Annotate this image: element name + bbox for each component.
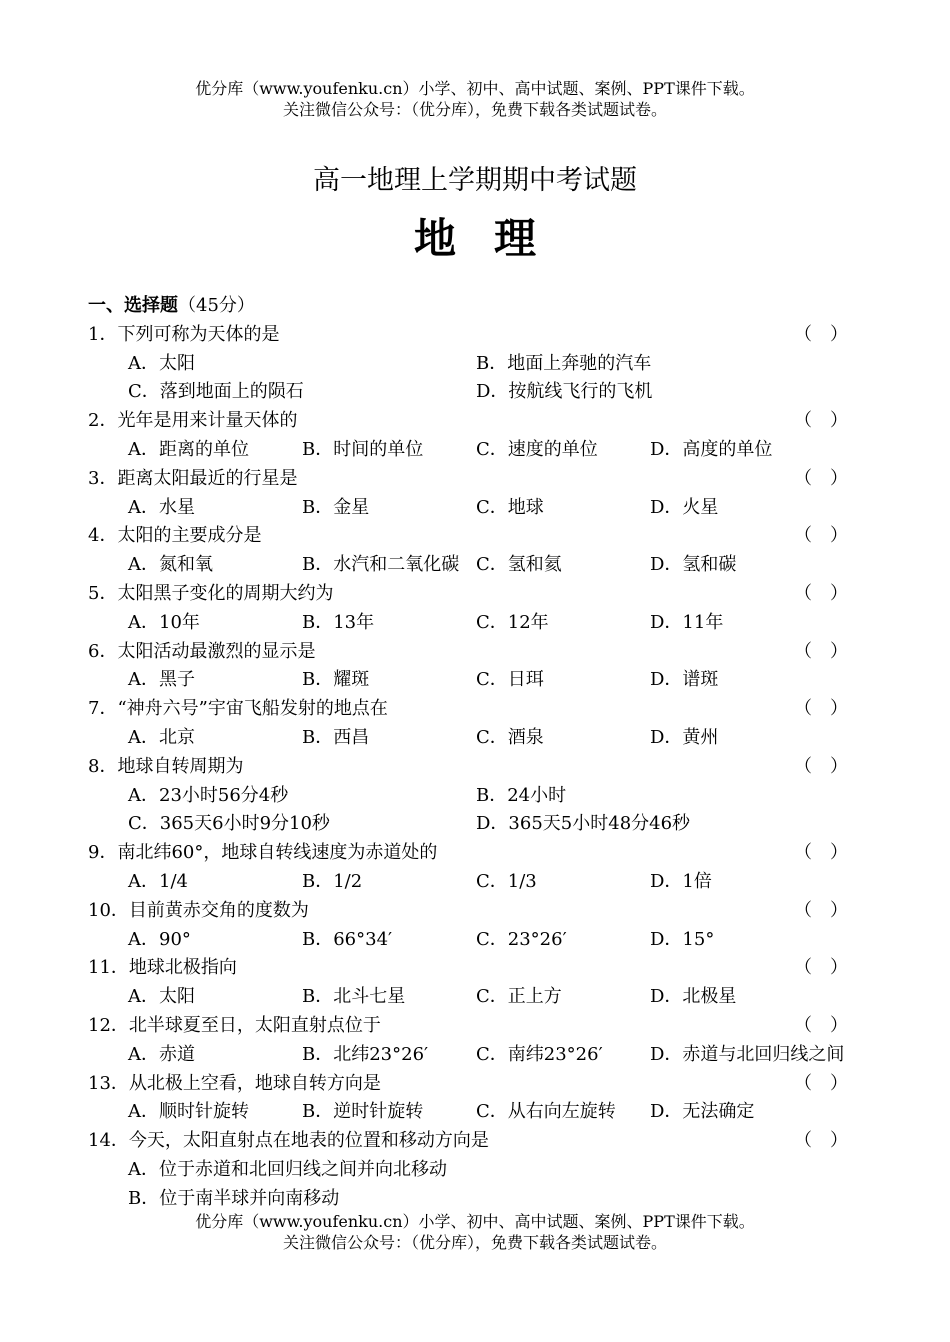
option: C．23°26′ bbox=[476, 928, 567, 950]
question-text: 11．地球北极指向 bbox=[88, 957, 237, 979]
question-stem bbox=[88, 1127, 868, 1156]
answer-parentheses: （ ） bbox=[794, 1130, 848, 1152]
option: D．火星 bbox=[650, 496, 719, 518]
option: D．1倍 bbox=[650, 870, 712, 892]
option: B．66°34′ bbox=[302, 928, 393, 950]
option-row bbox=[88, 350, 868, 379]
option: C．从右向左旋转 bbox=[476, 1101, 616, 1123]
question-stem bbox=[88, 839, 868, 868]
option-row bbox=[88, 1098, 868, 1127]
exam-title: 高一地理上学期期中考试题 bbox=[313, 165, 637, 196]
option-row bbox=[88, 810, 868, 839]
option: D．北极星 bbox=[650, 986, 737, 1008]
option: A．北京 bbox=[128, 726, 195, 748]
question-stem bbox=[88, 580, 868, 609]
question-text: 7．“神舟六号”宇宙飞船发射的地点在 bbox=[88, 698, 388, 720]
option: A．黑子 bbox=[128, 669, 195, 691]
question-text: 9．南北纬60°，地球自转线速度为赤道处的 bbox=[88, 842, 438, 864]
question-stem bbox=[88, 695, 868, 724]
option: C．12年 bbox=[476, 611, 549, 633]
option: B．逆时针旋转 bbox=[302, 1101, 424, 1123]
option: A．23小时56分4秒 bbox=[128, 784, 289, 806]
question-stem bbox=[88, 522, 868, 551]
answer-parentheses: （ ） bbox=[794, 1014, 848, 1036]
option: C．酒泉 bbox=[476, 726, 544, 748]
option-row bbox=[88, 1156, 868, 1185]
option: D．氢和碳 bbox=[650, 554, 737, 576]
question-stem bbox=[88, 1070, 868, 1099]
option: B．北纬23°26′ bbox=[302, 1043, 429, 1065]
answer-parentheses: （ ） bbox=[794, 842, 848, 864]
question-text: 2．光年是用来计量天体的 bbox=[88, 410, 298, 432]
option: A．赤道 bbox=[128, 1043, 195, 1065]
option-row bbox=[88, 868, 868, 897]
option: A．10年 bbox=[128, 611, 200, 633]
option: A．氮和氧 bbox=[128, 554, 213, 576]
question-list bbox=[88, 292, 868, 1214]
option: C．地球 bbox=[476, 496, 544, 518]
option: B．耀斑 bbox=[302, 669, 370, 691]
option: C．南纬23°26′ bbox=[476, 1043, 603, 1065]
option: D．按航线飞行的飞机 bbox=[476, 381, 653, 403]
option: B．时间的单位 bbox=[302, 438, 424, 460]
option-row bbox=[88, 666, 868, 695]
option: A．太阳 bbox=[128, 352, 195, 374]
option-row bbox=[88, 494, 868, 523]
question-text: 14．今天，太阳直射点在地表的位置和移动方向是 bbox=[88, 1130, 489, 1152]
option: D．365天5小时48分46秒 bbox=[476, 813, 691, 835]
option: B．地面上奔驰的汽车 bbox=[476, 352, 652, 374]
option: A．距离的单位 bbox=[128, 438, 249, 460]
question-text: 3．距离太阳最近的行星是 bbox=[88, 467, 298, 489]
question-stem bbox=[88, 638, 868, 667]
option: C．氢和氦 bbox=[476, 554, 562, 576]
answer-parentheses: （ ） bbox=[794, 525, 848, 547]
answer-parentheses: （ ） bbox=[794, 467, 848, 489]
option: D．谱斑 bbox=[650, 669, 719, 691]
answer-parentheses: （ ） bbox=[794, 755, 848, 777]
option: A．1/4 bbox=[128, 870, 188, 892]
question-stem bbox=[88, 954, 868, 983]
option: C．落到地面上的陨石 bbox=[128, 381, 304, 403]
option-row bbox=[88, 1185, 868, 1214]
option: B．13年 bbox=[302, 611, 375, 633]
answer-parentheses: （ ） bbox=[794, 698, 848, 720]
option-row bbox=[88, 983, 868, 1012]
question-text: 13．从北极上空看，地球自转方向是 bbox=[88, 1072, 381, 1094]
question-text: 4．太阳的主要成分是 bbox=[88, 525, 262, 547]
option: B．金星 bbox=[302, 496, 370, 518]
question-stem bbox=[88, 897, 868, 926]
answer-parentheses: （ ） bbox=[794, 1072, 848, 1094]
section-heading bbox=[88, 292, 868, 321]
option: D．高度的单位 bbox=[650, 438, 773, 460]
question-text: 6．太阳活动最激烈的显示是 bbox=[88, 640, 316, 662]
question-stem bbox=[88, 1012, 868, 1041]
question-text: 10．目前黄赤交角的度数为 bbox=[88, 899, 309, 921]
option-row bbox=[88, 551, 868, 580]
option-row bbox=[88, 436, 868, 465]
option-row bbox=[88, 1041, 868, 1070]
option-row bbox=[88, 378, 868, 407]
header-banner bbox=[0, 78, 950, 120]
footer-banner bbox=[0, 1211, 950, 1253]
option: C．正上方 bbox=[476, 986, 562, 1008]
answer-parentheses: （ ） bbox=[794, 640, 848, 662]
option-row bbox=[88, 926, 868, 955]
option: D．黄州 bbox=[650, 726, 719, 748]
option: B．西昌 bbox=[302, 726, 370, 748]
section-label: 一、选择题 bbox=[88, 295, 178, 316]
option: A．太阳 bbox=[128, 986, 195, 1008]
banner-line-2: 关注微信公众号：（优分库），免费下载各类试题试卷。 bbox=[282, 100, 667, 119]
footer-line-2: 关注微信公众号：（优分库），免费下载各类试题试卷。 bbox=[282, 1233, 667, 1252]
option-row bbox=[88, 782, 868, 811]
question-text: 5．太阳黑子变化的周期大约为 bbox=[88, 582, 334, 604]
option: D．无法确定 bbox=[650, 1101, 755, 1123]
option: A．水星 bbox=[128, 496, 195, 518]
option: A．位于赤道和北回归线之间并向北移动 bbox=[128, 1158, 447, 1180]
question-text: 1．下列可称为天体的是 bbox=[88, 323, 280, 345]
question-stem bbox=[88, 753, 868, 782]
option: A．顺时针旋转 bbox=[128, 1101, 249, 1123]
question-text: 12．北半球夏至日，太阳直射点位于 bbox=[88, 1014, 381, 1036]
option: A．90° bbox=[128, 928, 191, 950]
question-stem bbox=[88, 465, 868, 494]
option-row bbox=[88, 724, 868, 753]
option-row bbox=[88, 609, 868, 638]
option: C．日珥 bbox=[476, 669, 544, 691]
subject-title: 地理 bbox=[413, 214, 574, 263]
question-stem bbox=[88, 407, 868, 436]
option: B．24小时 bbox=[476, 784, 567, 806]
option: B．北斗七星 bbox=[302, 986, 406, 1008]
option: B．水汽和二氧化碳 bbox=[302, 554, 460, 576]
option: C．速度的单位 bbox=[476, 438, 598, 460]
answer-parentheses: （ ） bbox=[794, 957, 848, 979]
section-points: （45分） bbox=[178, 295, 255, 316]
option: D．赤道与北回归线之间 bbox=[650, 1043, 845, 1065]
option: D．11年 bbox=[650, 611, 724, 633]
answer-parentheses: （ ） bbox=[794, 323, 848, 345]
question-stem bbox=[88, 321, 868, 350]
option: B．位于南半球并向南移动 bbox=[128, 1187, 340, 1209]
answer-parentheses: （ ） bbox=[794, 899, 848, 921]
footer-line-1: 优分库（www.youfenku.cn）小学、初中、高中试题、案例、PPT课件下载。 bbox=[195, 1212, 755, 1231]
option: B．1/2 bbox=[302, 870, 363, 892]
answer-parentheses: （ ） bbox=[794, 410, 848, 432]
question-text: 8．地球自转周期为 bbox=[88, 755, 244, 777]
option: C．365天6小时9分10秒 bbox=[128, 813, 330, 835]
answer-parentheses: （ ） bbox=[794, 582, 848, 604]
option: D．15° bbox=[650, 928, 715, 950]
option: C．1/3 bbox=[476, 870, 537, 892]
banner-line-1: 优分库（www.youfenku.cn）小学、初中、高中试题、案例、PPT课件下载。 bbox=[195, 79, 755, 98]
